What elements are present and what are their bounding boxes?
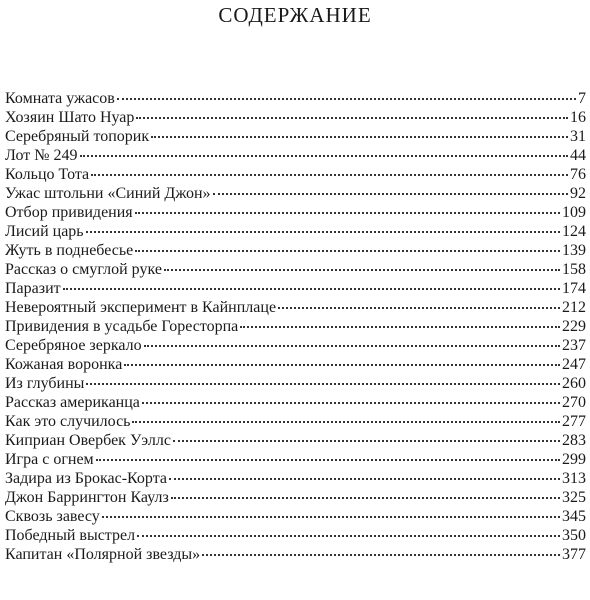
toc-entry xyxy=(5,336,586,355)
dot-leader xyxy=(63,287,560,290)
toc-entry xyxy=(5,165,586,184)
toc-entry-page: 174 xyxy=(562,280,586,297)
toc-entry-page: 283 xyxy=(562,432,586,449)
toc-entry xyxy=(5,146,586,165)
toc-entry-title: Рассказ американца xyxy=(5,394,140,411)
dot-leader xyxy=(142,401,560,404)
toc-entry-title: Рассказ о смуглой руке xyxy=(5,261,162,278)
dot-leader xyxy=(86,230,560,233)
toc-entry-title: Как это случилось xyxy=(5,413,131,430)
toc-entry-page: 76 xyxy=(570,166,586,183)
toc-entry-page: 124 xyxy=(562,223,586,240)
toc-entry xyxy=(5,393,586,412)
dot-leader xyxy=(80,154,569,157)
toc-entry-title: Невероятный эксперимент в Кайнплаце xyxy=(5,299,277,316)
toc-entry-page: 377 xyxy=(562,546,586,563)
toc-entry xyxy=(5,260,586,279)
toc-entry-page: 44 xyxy=(570,147,586,164)
toc-entry-title: Хозяин Шато Нуар xyxy=(5,109,135,126)
toc-entry xyxy=(5,431,586,450)
toc-entry-page: 247 xyxy=(562,356,586,373)
toc-entry xyxy=(5,298,586,317)
dot-leader xyxy=(117,97,576,100)
toc-entry-page: 299 xyxy=(562,451,586,468)
toc-entry xyxy=(5,545,586,564)
toc-entry-title: Кожаная воронка xyxy=(5,356,123,373)
toc-entry-page: 277 xyxy=(562,413,586,430)
table-of-contents xyxy=(5,89,586,564)
dot-leader xyxy=(96,458,560,461)
dot-leader xyxy=(151,135,568,138)
toc-entry-title: Киприан Овербек Уэллс xyxy=(5,432,171,449)
dot-leader xyxy=(173,439,560,442)
toc-entry-page: 237 xyxy=(562,337,586,354)
toc-entry-title: Джон Баррингтон Каулз xyxy=(5,489,169,506)
toc-entry xyxy=(5,108,586,127)
toc-entry xyxy=(5,279,586,298)
toc-entry-page: 345 xyxy=(562,508,586,525)
toc-entry-title: Сквозь завесу xyxy=(5,508,100,525)
toc-entry-page: 350 xyxy=(562,527,586,544)
dot-leader xyxy=(202,553,560,556)
dot-leader xyxy=(132,420,560,423)
toc-entry-page: 7 xyxy=(578,90,586,107)
toc-entry-page: 229 xyxy=(562,318,586,335)
toc-entry-title: Отбор привидения xyxy=(5,204,133,221)
toc-entry-page: 158 xyxy=(562,261,586,278)
toc-entry-title: Капитан «Полярной звезды» xyxy=(5,546,201,563)
dot-leader xyxy=(135,249,560,252)
toc-entry xyxy=(5,450,586,469)
toc-entry-title: Серебряный топорик xyxy=(5,128,150,145)
toc-entry xyxy=(5,507,586,526)
dot-leader xyxy=(213,192,568,195)
toc-entry xyxy=(5,469,586,488)
dot-leader xyxy=(164,268,560,271)
toc-entry-page: 325 xyxy=(562,489,586,506)
toc-entry xyxy=(5,488,586,507)
toc-entry-title: Игра с огнем xyxy=(5,451,94,468)
toc-entry xyxy=(5,203,586,222)
toc-entry-title: Победный выстрел xyxy=(5,527,136,544)
toc-entry xyxy=(5,317,586,336)
toc-entry xyxy=(5,222,586,241)
dot-leader xyxy=(91,173,568,176)
toc-entry-page: 139 xyxy=(562,242,586,259)
dot-leader xyxy=(169,477,560,480)
dot-leader xyxy=(135,211,560,214)
toc-entry-title: Из глубины xyxy=(5,375,85,392)
toc-entry-title: Паразит xyxy=(5,280,61,297)
toc-entry xyxy=(5,412,586,431)
toc-entry-title: Ужас штольни «Синий Джон» xyxy=(5,185,211,202)
dot-leader xyxy=(278,306,560,309)
toc-entry-page: 92 xyxy=(570,185,586,202)
page-title: СОДЕРЖАНИЕ xyxy=(218,3,372,27)
dot-leader xyxy=(171,496,560,499)
toc-entry xyxy=(5,355,586,374)
dot-leader xyxy=(86,382,560,385)
toc-entry xyxy=(5,241,586,260)
toc-entry-title: Лисий царь xyxy=(5,223,84,240)
toc-entry-title: Лот № 249 xyxy=(5,147,78,164)
toc-entry-page: 109 xyxy=(562,204,586,221)
toc-entry-page: 212 xyxy=(562,299,586,316)
toc-entry xyxy=(5,127,586,146)
dot-leader xyxy=(144,344,560,347)
toc-entry-title: Жуть в поднебесье xyxy=(5,242,134,259)
toc-entry-page: 16 xyxy=(570,109,586,126)
toc-entry-page: 313 xyxy=(562,470,586,487)
dot-leader xyxy=(136,116,568,119)
toc-entry xyxy=(5,374,586,393)
dot-leader xyxy=(240,325,560,328)
toc-entry-title: Кольцо Тота xyxy=(5,166,90,183)
toc-entry-title: Серебряное зеркало xyxy=(5,337,142,354)
toc-entry xyxy=(5,526,586,545)
toc-entry-title: Комната ужасов xyxy=(5,90,115,107)
toc-entry xyxy=(5,184,586,203)
toc-entry-title: Задира из Брокас-Корта xyxy=(5,470,168,487)
dot-leader xyxy=(124,363,560,366)
toc-entry-page: 31 xyxy=(570,128,586,145)
toc-entry xyxy=(5,89,586,108)
toc-entry-page: 260 xyxy=(562,375,586,392)
toc-entry-page: 270 xyxy=(562,394,586,411)
dot-leader xyxy=(102,515,560,518)
dot-leader xyxy=(137,534,560,537)
toc-entry-title: Привидения в усадьбе Горесторпа xyxy=(5,318,239,335)
